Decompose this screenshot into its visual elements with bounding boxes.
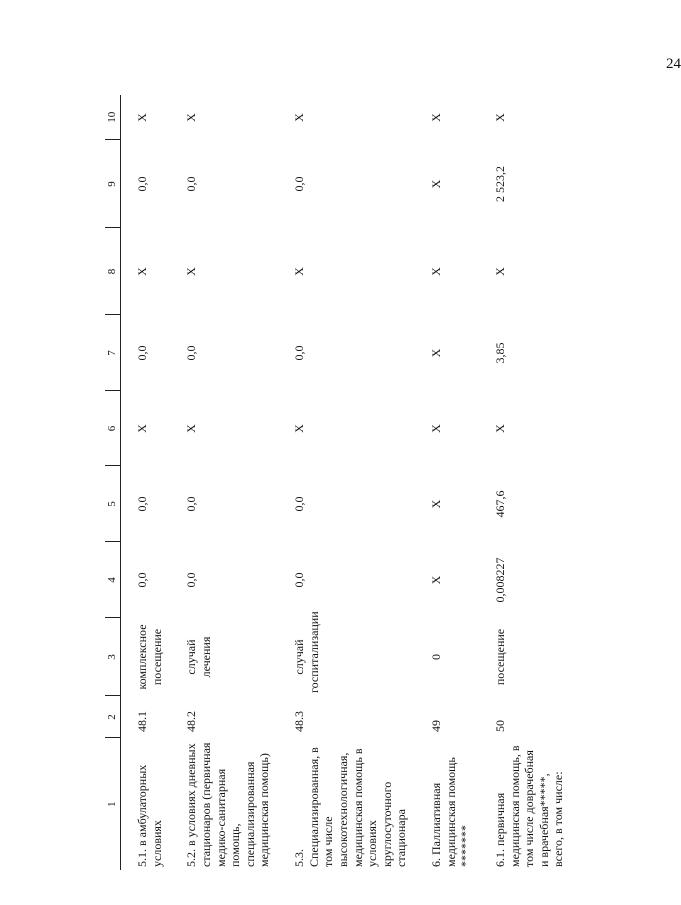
value-cell: 0,0 [292, 496, 306, 512]
unit-cell: посещение [492, 628, 507, 686]
value-cell: X [492, 424, 507, 433]
value-cell: 2 523,2 [492, 166, 507, 202]
value-cell: X [492, 267, 507, 276]
header-cell: 5 [105, 466, 121, 542]
row-label: 6.1. первичная медицинская помощь, в том числе доврачебная и врачебная*****, всего, в том числе: [492, 745, 566, 867]
row-label: 5.2. в условиях дневных стационаров (первичная медико-санитарная помощь, специализированная медицинская помощь) [184, 742, 272, 867]
row-label: 5.1. в амбулаторных условиях [135, 764, 164, 867]
table-row [479, 95, 572, 870]
value-cell: X [184, 424, 199, 433]
value-cell: X [292, 113, 306, 122]
value-cell: X [429, 348, 443, 358]
row-label: 6. Паллиативная медицинская помощь ******* [429, 757, 473, 867]
value-cell: 0,0 [135, 345, 149, 361]
value-cell: X [429, 575, 443, 585]
value-cell: X [429, 113, 443, 122]
header-cell: 8 [105, 228, 121, 315]
table-row [121, 95, 171, 870]
row-code: 49 [429, 720, 443, 732]
rotated-table-container [105, 95, 566, 870]
header-cell: 6 [105, 391, 121, 466]
data-table [105, 95, 572, 870]
value-cell: 0,0 [135, 176, 149, 192]
row-code: 48.1 [135, 711, 149, 732]
value-cell: X [492, 113, 507, 122]
value-cell: 0,008227 [492, 557, 507, 603]
unit-cell: 0 [429, 654, 443, 660]
row-label: 5.3. Специализированная, в том числе высокотехнологичная, медицинская помощь в условиях круглосуточного стационара [292, 747, 409, 867]
header-cell: 4 [105, 542, 121, 618]
header-cell: 9 [105, 140, 121, 228]
header-cell: 7 [105, 315, 121, 391]
value-cell: 0,0 [184, 496, 199, 512]
value-cell: 0,0 [135, 572, 149, 588]
table-row [278, 95, 415, 870]
value-cell: X [429, 499, 443, 509]
table-row [170, 95, 278, 870]
value-cell: X [184, 113, 199, 122]
value-cell: 0,0 [184, 345, 199, 361]
value-cell: X [184, 267, 199, 276]
value-cell: 0,0 [184, 572, 199, 588]
value-cell: 0,0 [135, 496, 149, 512]
header-cell: 1 [105, 738, 121, 870]
unit-cell: комплексное посещение [135, 624, 164, 690]
value-cell: 0,0 [184, 176, 199, 192]
value-cell: X [135, 113, 149, 122]
header-cell: 2 [105, 696, 121, 738]
value-cell: X [429, 424, 443, 433]
value-cell: 3,85 [492, 342, 507, 364]
header-cell: 10 [105, 95, 121, 140]
row-code: 50 [492, 720, 507, 732]
value-cell: X [429, 179, 443, 189]
value-cell: X [292, 424, 306, 433]
value-cell: X [429, 267, 443, 276]
unit-cell: случай госпитализации [292, 611, 321, 693]
row-code: 48.2 [184, 711, 199, 732]
unit-cell: случай лечения [184, 636, 213, 678]
page-number: 24 [666, 56, 681, 72]
header-row [105, 95, 121, 870]
value-cell: X [135, 424, 149, 433]
value-cell: 467,6 [492, 490, 507, 518]
value-cell: X [135, 267, 149, 276]
header-cell: 3 [105, 618, 121, 696]
row-code: 48.3 [292, 711, 306, 732]
value-cell: X [292, 267, 306, 276]
value-cell: 0,0 [292, 176, 306, 192]
table-row [415, 95, 479, 870]
value-cell: 0,0 [292, 345, 306, 361]
value-cell: 0,0 [292, 572, 306, 588]
